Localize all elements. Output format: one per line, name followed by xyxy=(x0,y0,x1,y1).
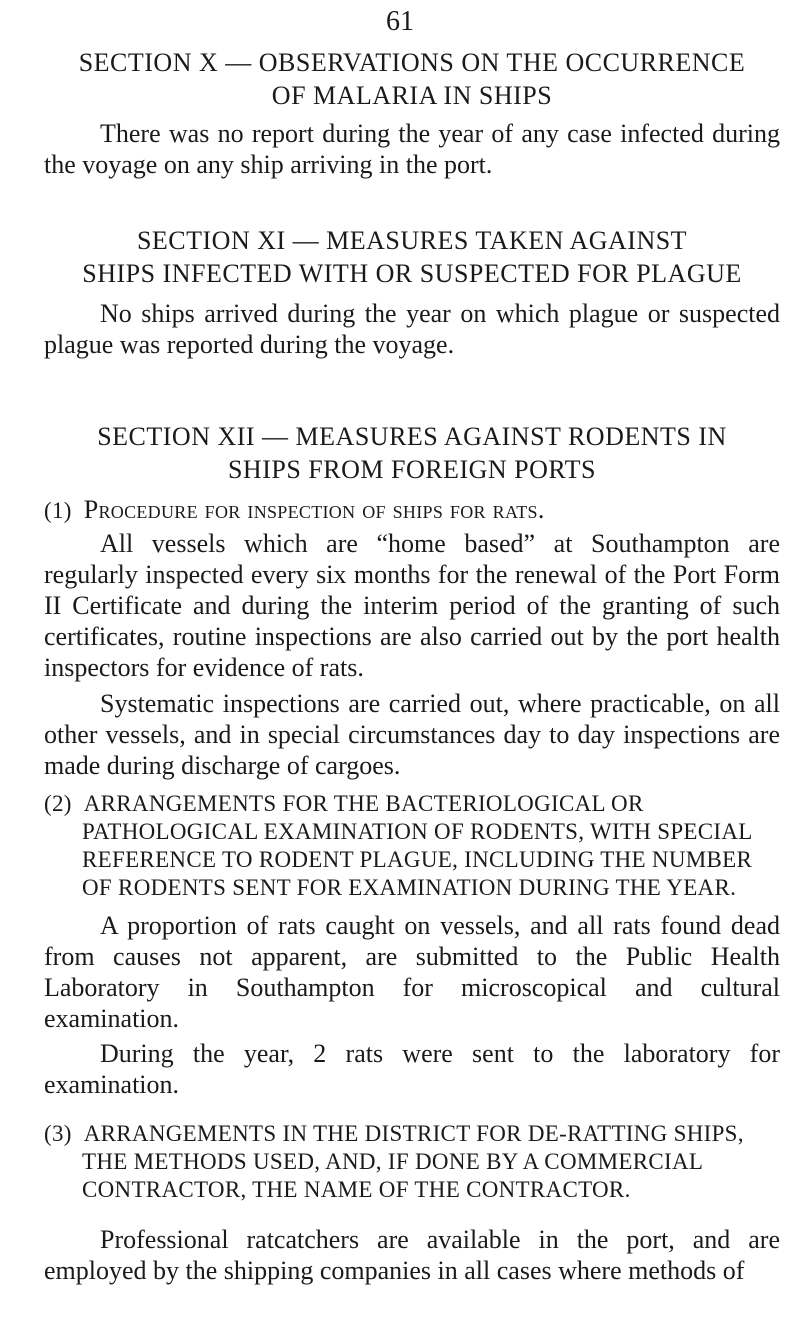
section-xi-heading-line1: SECTION XI — MEASURES TAKEN AGAINST xyxy=(136,226,688,255)
section-xii-heading-line2: SHIPS FROM FOREIGN PORTS xyxy=(227,455,597,484)
section-x-paragraph: There was no report during the year of any case infected during the voyage on any ship arriving in the port. xyxy=(44,119,780,179)
section-x-heading-line1: SECTION X — OBSERVATIONS ON THE OCCURRENCE xyxy=(78,48,746,77)
subsection-3-paragraph-1: Professional ratcatchers are available in the port, and are employed by the shipping companies in all cases where methods of xyxy=(44,1225,780,1285)
subsection-3-title: ARRANGEMENTS IN THE DISTRICT FOR DE-RATTING SHIPS, THE METHODS USED, AND, IF DONE BY A COMMERCIAL CONTRACTOR, THE NAME OF THE CONTRACTOR. xyxy=(82,1121,744,1202)
subsection-1 xyxy=(44,496,780,525)
subsection-2-title: ARRANGEMENTS FOR THE BACTERIOLOGICAL OR PATHOLOGICAL EXAMINATION OF RODENTS, WITH SPECIAL REFERENCE TO RODENT PLAGUE, INCLUDING THE NUMBER OF RODENTS SENT FOR EXAMINATION DURING THE YEAR. xyxy=(82,791,753,900)
subsection-1-paragraph-2: Systematic inspections are carried out, where practicable, on all other vessels, and in special circumstances day to day inspections are made during discharge of cargoes. xyxy=(44,689,780,780)
subsection-2-number: (2) xyxy=(44,791,72,816)
subsection-1-number: (1) xyxy=(44,498,72,523)
section-xi-heading-line2: SHIPS INFECTED WITH OR SUSPECTED FOR PLAGUE xyxy=(82,259,742,288)
page-number: 61 xyxy=(386,6,414,37)
subsection-3 xyxy=(44,1120,780,1204)
subsection-1-paragraph-1: All vessels which are “home based” at Southampton are regularly inspected every six months for the renewal of the Port Form II Certificate and during the interim period of the granting of such certificates, routine inspections are also carried out by the port health inspectors for evidence of rats. xyxy=(44,529,780,682)
section-xi-heading xyxy=(44,224,780,290)
section-x-heading-line2: OF MALARIA IN SHIPS xyxy=(271,81,553,110)
section-xii-heading-line1: SECTION XII — MEASURES AGAINST RODENTS IN xyxy=(97,422,727,451)
subsection-2-paragraph-1: A proportion of rats caught on vessels, and all rats found dead from causes not apparent, are submitted to the Public Health Laboratory in Southampton for microscopical and cultural examination. xyxy=(44,911,780,1033)
subsection-2 xyxy=(44,790,780,902)
subsection-1-title: Procedure for inspection of ships for rats. xyxy=(83,495,545,524)
section-xii-heading xyxy=(44,420,780,486)
section-xi-paragraph: No ships arrived during the year on which plague or suspected plague was reported during the voyage. xyxy=(44,299,780,359)
subsection-2-paragraph-2: During the year, 2 rats were sent to the laboratory for examination. xyxy=(44,1039,780,1099)
subsection-3-number: (3) xyxy=(44,1121,72,1146)
section-x-heading xyxy=(44,46,780,112)
